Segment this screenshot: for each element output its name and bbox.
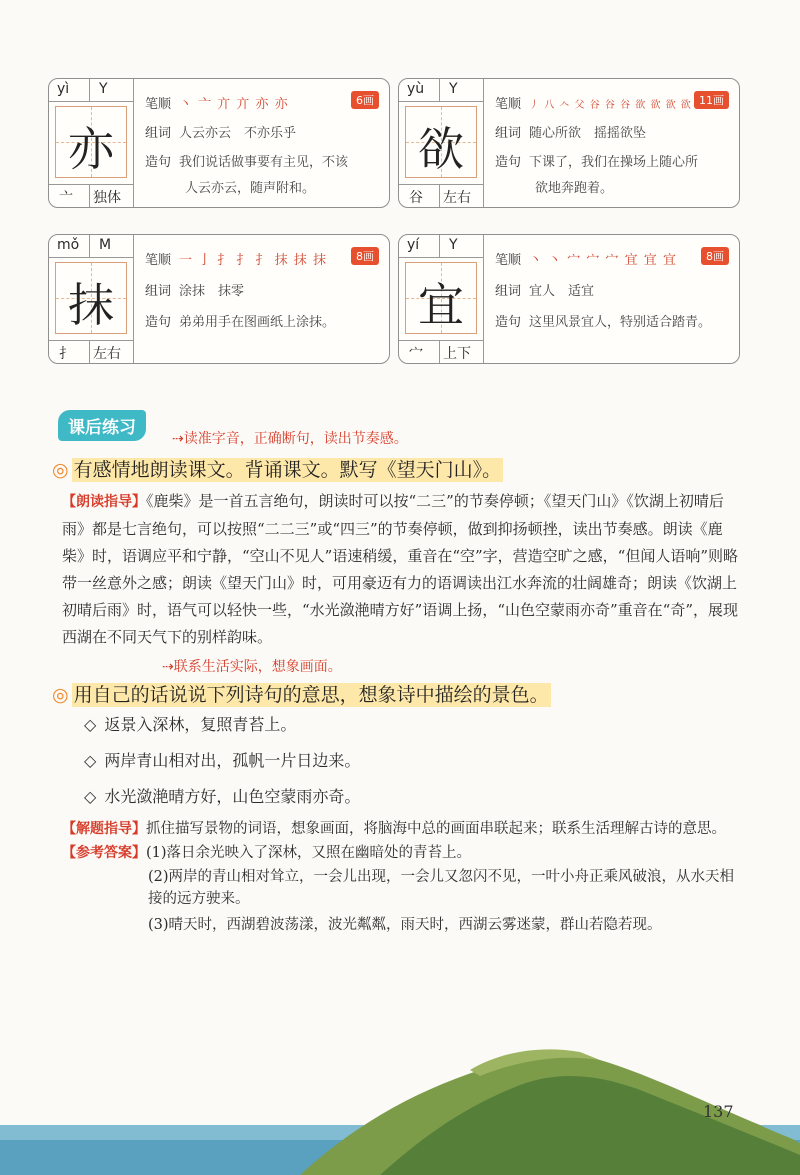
solve-guide-label: 【解题指导】 bbox=[62, 821, 146, 837]
word-examples: 宜人 适宜 bbox=[529, 284, 595, 299]
tianzige-grid bbox=[55, 262, 127, 334]
sentence-line-1: 我们说话做事要有主见，不该 bbox=[179, 155, 349, 170]
answer-2 bbox=[148, 866, 738, 910]
structure: 左右 bbox=[93, 346, 121, 362]
char-card-yu bbox=[398, 78, 740, 208]
task-1 bbox=[52, 455, 503, 482]
solve-guide-text: 抓住描写景物的词语，想象画面，将脑海中总的画面串联起来；联系生活理解古诗的意思。 bbox=[146, 821, 726, 837]
reading-guide bbox=[62, 488, 742, 651]
pinyin: mǒ bbox=[57, 237, 80, 253]
char-card-left bbox=[49, 235, 134, 363]
tianzige-grid bbox=[405, 106, 477, 178]
character: 欲 bbox=[418, 122, 464, 176]
arrow-icon: ⇢ bbox=[172, 431, 184, 447]
sentence-line-2: 人云亦云，随声附和。 bbox=[185, 181, 316, 196]
sentence-label: 造句 bbox=[495, 155, 522, 170]
reading-guide-text: 《鹿柴》是一首五言绝句，朗读时可以按“二三”的节奏停顿；《望天门山》《饮湖上初晴后雨》都是七言绝句，可以按照“二二三”或“四三”的节奏停顿，做到抑扬顿挫，读出节奏感。朗读《鹿柴》时，语调应平和宁静，“空山不见人”语速稍缓，重音在“空”字，营造空旷之感，“但闻人语响”则略带一丝意外之感；朗读《望天门山》时，可用豪迈有力的语调读出江水奔流的壮阔雄奇；朗读《饮湖上初晴后雨》时，语气可以轻快一些，“水光潋滟晴方好”语调上扬，“山色空蒙雨亦奇”重音在“奇”，展现西湖在不同天气下的别样韵味。 bbox=[62, 492, 739, 646]
sentence-line-1: 弟弟用手在图画纸上涂抹。 bbox=[179, 315, 336, 330]
task-2-text: 用自己的话说说下列诗句的意思，想象诗中描绘的景色。 bbox=[73, 684, 549, 706]
task-1-text: 有感情地朗读课文。背诵课文。默写《望天门山》。 bbox=[73, 459, 502, 481]
char-card-yi2 bbox=[398, 234, 740, 364]
poem-line-text: 水光潋滟晴方好，山色空蒙雨亦奇。 bbox=[104, 787, 361, 806]
words-label: 组词 bbox=[495, 126, 522, 141]
word-examples: 人云亦云 不亦乐乎 bbox=[179, 126, 297, 141]
imagine-hint bbox=[162, 656, 342, 676]
landscape-illustration bbox=[0, 1030, 800, 1175]
char-card-left bbox=[399, 235, 484, 363]
strokes-label: 笔顺 bbox=[145, 253, 172, 268]
tianzige-grid bbox=[55, 106, 127, 178]
stroke-order: 丶 丶 宀 宀 宀 宜 宜 宜 bbox=[529, 253, 677, 268]
answer-1-text: (1)落日余光映入了深林，又照在幽暗处的青苔上。 bbox=[146, 845, 472, 861]
capital-letter: M bbox=[99, 237, 112, 253]
stroke-count-badge: 11画 bbox=[694, 91, 729, 109]
word-examples: 涂抹 抹零 bbox=[179, 284, 245, 299]
pinyin: yí bbox=[407, 237, 420, 253]
char-card-mo bbox=[48, 234, 390, 364]
diamond-icon: ◇ bbox=[84, 787, 97, 806]
poem-line-3 bbox=[84, 784, 360, 807]
diamond-icon: ◇ bbox=[84, 715, 97, 734]
capital-letter: Y bbox=[449, 237, 458, 253]
character: 宜 bbox=[418, 278, 464, 332]
stroke-order: 丶 亠 亣 亣 亦 亦 bbox=[179, 97, 289, 112]
structure: 左右 bbox=[443, 190, 471, 206]
capital-letter: Y bbox=[99, 81, 108, 97]
words-label: 组词 bbox=[145, 126, 172, 141]
bullet-icon: ◎ bbox=[52, 684, 69, 706]
page-number: 137 bbox=[703, 1102, 734, 1121]
exercise-section-tag: 课后练习 bbox=[58, 410, 146, 441]
stroke-count-badge: 8画 bbox=[351, 247, 379, 265]
pinyin: yù bbox=[407, 81, 425, 97]
char-card-left bbox=[49, 79, 134, 207]
pinyin: yì bbox=[57, 81, 70, 97]
imagine-hint-text: 联系生活实际，想象画面。 bbox=[173, 659, 342, 675]
sentence-line-2: 欲地奔跑着。 bbox=[535, 181, 614, 196]
character: 抹 bbox=[68, 278, 114, 332]
poem-line-1 bbox=[84, 712, 296, 735]
strokes-label: 笔顺 bbox=[495, 97, 522, 112]
sentence-line-1: 下课了，我们在操场上随心所 bbox=[529, 155, 699, 170]
radical: 谷 bbox=[409, 190, 423, 206]
stroke-count-badge: 6画 bbox=[351, 91, 379, 109]
answer-3 bbox=[148, 914, 738, 936]
sentence-line-1: 这里风景宜人，特别适合踏青。 bbox=[529, 315, 712, 330]
sentence-label: 造句 bbox=[145, 315, 172, 330]
structure: 独体 bbox=[93, 190, 121, 206]
poem-line-2 bbox=[84, 748, 360, 771]
radical: 亠 bbox=[59, 190, 73, 206]
radical: 宀 bbox=[409, 346, 423, 362]
word-examples: 随心所欲 摇摇欲坠 bbox=[529, 126, 647, 141]
poem-line-text: 返景入深林，复照青苔上。 bbox=[104, 715, 297, 734]
tianzige-grid bbox=[405, 262, 477, 334]
words-label: 组词 bbox=[145, 284, 172, 299]
stroke-order: 一 亅 扌 扌 扌 抹 抹 抹 bbox=[179, 253, 327, 268]
arrow-icon: ⇢ bbox=[162, 659, 174, 675]
answer-label: 【参考答案】 bbox=[62, 845, 146, 861]
reading-guide-label: 【朗读指导】 bbox=[62, 494, 146, 510]
answer-3-text: (3)晴天时，西湖碧波荡漾，波光粼粼，雨天时，西湖云雾迷蒙，群山若隐若现。 bbox=[148, 917, 662, 933]
bullet-icon: ◎ bbox=[52, 459, 69, 481]
answer-2-text: (2)两岸的青山相对耸立，一会儿出现，一会儿又忽闪不见，一叶小舟正乘风破浪，从水天相接的远方驶来。 bbox=[148, 869, 735, 907]
words-label: 组词 bbox=[495, 284, 522, 299]
reading-hint-text: 读准字音，正确断句，读出节奏感。 bbox=[183, 431, 408, 447]
char-card-left bbox=[399, 79, 484, 207]
task-2 bbox=[52, 680, 551, 707]
solve-guide bbox=[62, 818, 762, 840]
strokes-label: 笔顺 bbox=[495, 253, 522, 268]
sentence-label: 造句 bbox=[495, 315, 522, 330]
strokes-label: 笔顺 bbox=[145, 97, 172, 112]
answer-1 bbox=[62, 842, 762, 864]
character: 亦 bbox=[68, 122, 114, 176]
char-card-yi bbox=[48, 78, 390, 208]
reading-hint bbox=[172, 428, 408, 448]
stroke-order: 丿 八 𠆢 父 谷 谷 谷 欲 欲 欲 欲 bbox=[529, 100, 692, 111]
structure: 上下 bbox=[443, 346, 471, 362]
poem-line-text: 两岸青山相对出，孤帆一片日边来。 bbox=[104, 751, 361, 770]
radical: 扌 bbox=[59, 346, 73, 362]
capital-letter: Y bbox=[449, 81, 458, 97]
diamond-icon: ◇ bbox=[84, 751, 97, 770]
sentence-label: 造句 bbox=[145, 155, 172, 170]
stroke-count-badge: 8画 bbox=[701, 247, 729, 265]
